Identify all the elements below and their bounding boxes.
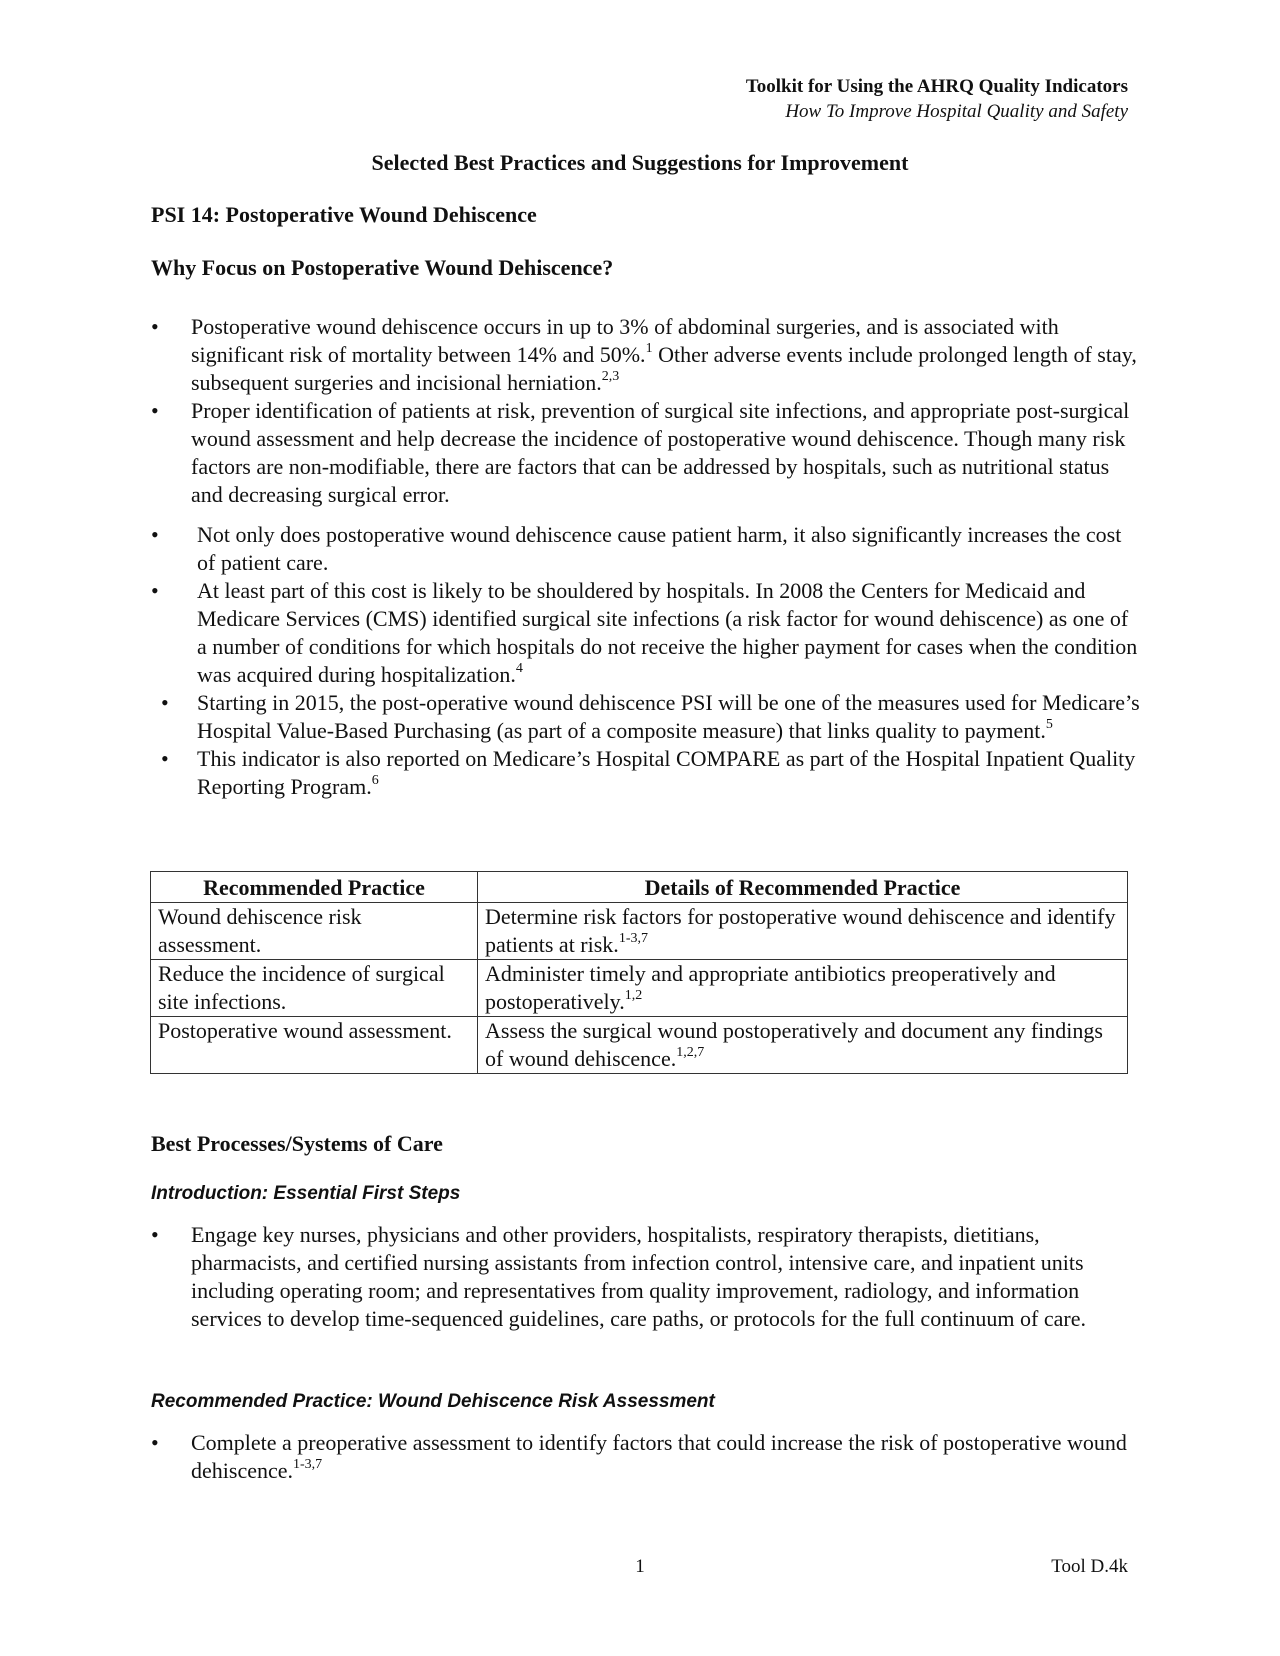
page-title: Selected Best Practices and Suggestions for Improvement [371, 150, 909, 175]
list-item [151, 397, 1141, 509]
citation: 6 [371, 772, 379, 788]
citation: 2,3 [601, 368, 620, 384]
practice-cell: Reduce the incidence of surgical site infections. [151, 960, 478, 1017]
why-focus-list-continued [151, 521, 1141, 801]
bullet-text: Not only does postoperative wound dehiscence cause patient harm, it also significantly increases the cost of patient care. [197, 522, 1122, 575]
bullet-text: Engage key nurses, physicians and other providers, hospitalists, respiratory therapists, dietitians, pharmacists, and certified nursing assistants from infection control, intensive care, and inpatient units including operating room; and representatives from quality improvement, radiology, and information services to develop time-sequenced guidelines, care paths, or protocols for the full continuum of care. [191, 1222, 1086, 1331]
why-focus-list [151, 313, 1141, 509]
recommended-practice-subheading: Recommended Practice: Wound Dehiscence Risk Assessment [151, 1391, 715, 1412]
list-item [151, 745, 1141, 801]
list-item [151, 577, 1141, 689]
bullet-text: Postoperative wound dehiscence occurs in up to 3% of abdominal surgeries, and is associated with significant risk of mortality between 14% and 50%. [191, 314, 1059, 367]
citation: 1-3,7 [618, 930, 648, 946]
intro-list [151, 1221, 1141, 1333]
practice-cell: Wound dehiscence risk assessment. [151, 903, 478, 960]
recommended-practices-table [150, 871, 1128, 1074]
list-item [151, 313, 1141, 397]
tool-label: Tool D.4k [1051, 1556, 1128, 1577]
list-item [151, 1221, 1141, 1333]
bullet-text: Other adverse events include prolonged length of stay, subsequent surgeries and incisional herniation. [191, 342, 1137, 395]
why-focus-heading: Why Focus on Postoperative Wound Dehiscence? [151, 255, 614, 280]
table-row [151, 903, 1128, 960]
details-cell [478, 903, 1128, 960]
bullet-text: Starting in 2015, the post-operative wound dehiscence PSI will be one of the measures used for Medicare’s Hospital Value-Based Purchasing (as part of a composite measure) that links quality to payment. [197, 690, 1140, 743]
header-toolkit-title: Toolkit for Using the AHRQ Quality Indicators [745, 76, 1128, 97]
header-subtitle: How To Improve Hospital Quality and Safety [785, 101, 1128, 122]
list-item [151, 521, 1141, 577]
bullet-text: This indicator is also reported on Medicare’s Hospital COMPARE as part of the Hospital Inpatient Quality Reporting Program. [197, 746, 1136, 799]
bullet-text: At least part of this cost is likely to be shouldered by hospitals. In 2008 the Centers for Medicaid and Medicare Services (CMS) identified surgical site infections (a risk factor for wound dehiscence) as one of a number of conditions for which hospitals do not receive the higher payment for cases when the condition was acquired during hospitalization. [197, 578, 1138, 687]
list-item [151, 689, 1141, 745]
table-row [151, 960, 1128, 1017]
bullet-text: Complete a preoperative assessment to identify factors that could increase the risk of postoperative wound dehiscence. [191, 1430, 1127, 1483]
citation: 1 [645, 340, 653, 356]
citation: 1,2 [624, 987, 643, 1003]
column-header: Recommended Practice [151, 872, 478, 903]
intro-subheading: Introduction: Essential First Steps [151, 1183, 461, 1204]
citation: 5 [1045, 716, 1053, 732]
list-item [151, 1429, 1141, 1485]
risk-assessment-list [151, 1429, 1141, 1485]
details-text: Determine risk factors for postoperative wound dehiscence and identify patients at risk. [485, 904, 1116, 957]
running-header [746, 74, 1128, 124]
practice-cell: Postoperative wound assessment. [151, 1017, 478, 1074]
page-number: 1 [635, 1556, 645, 1577]
bullet-text: Proper identification of patients at risk, prevention of surgical site infections, and appropriate post-surgical wound assessment and help decrease the incidence of postoperative wound dehiscence. Though many risk factors are non-modifiable, there are factors that can be addressed by hospitals, such as nutritional status and decreasing surgical error. [191, 398, 1130, 507]
psi-heading: PSI 14: Postoperative Wound Dehiscence [151, 202, 537, 227]
table-header-row [151, 872, 1128, 903]
details-cell [478, 960, 1128, 1017]
best-processes-heading: Best Processes/Systems of Care [151, 1131, 443, 1156]
citation: 4 [515, 660, 523, 676]
column-header: Details of Recommended Practice [478, 872, 1128, 903]
citation: 1,2,7 [676, 1044, 705, 1060]
details-cell [478, 1017, 1128, 1074]
table-row [151, 1017, 1128, 1074]
details-text: Assess the surgical wound postoperatively and document any findings of wound dehiscence. [485, 1018, 1103, 1071]
details-text: Administer timely and appropriate antibiotics preoperatively and postoperatively. [485, 961, 1056, 1014]
citation: 1-3,7 [293, 1456, 323, 1472]
